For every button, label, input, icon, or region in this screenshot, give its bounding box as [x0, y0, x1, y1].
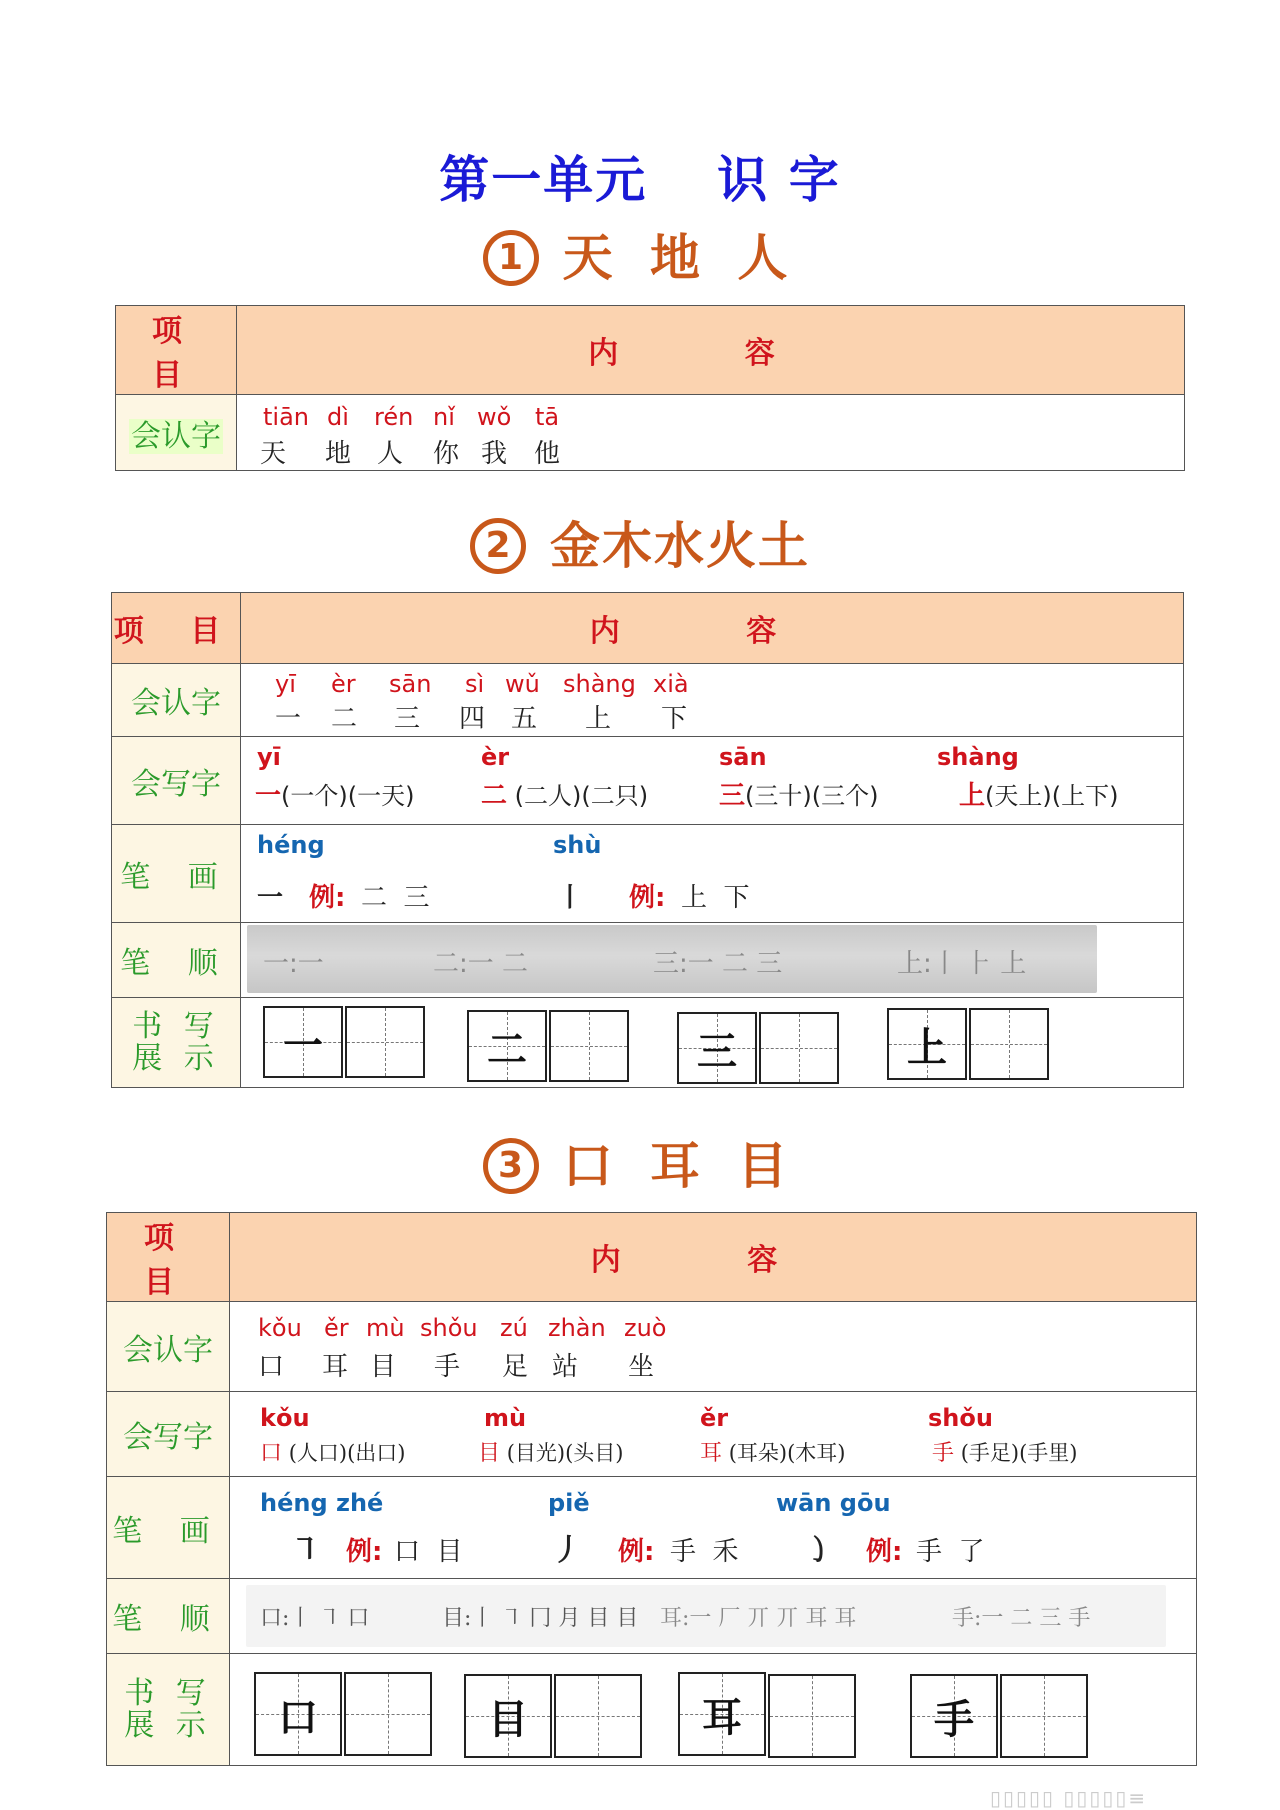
- stroke-order: 耳:一 厂 丌 丌 耳 耳: [660, 1606, 857, 1631]
- hanzi: 坐: [628, 1352, 655, 1382]
- hanzi: 四: [459, 704, 486, 734]
- unit-title-part2: 识 字: [717, 151, 841, 209]
- watermark-icon: ▯▯▯▯▯ ▯▯▯▯▯≡: [990, 1786, 1148, 1810]
- hanzi: 一: [275, 704, 302, 734]
- lesson3-number: 3: [483, 1138, 539, 1194]
- unit-title-part1: 第一单元: [439, 151, 648, 209]
- writing-grid: 目: [464, 1674, 552, 1758]
- lesson2-display-cell: [241, 998, 1184, 1088]
- header-content: 内 容: [230, 1213, 1197, 1302]
- stroke-pinyin: shù: [553, 831, 602, 859]
- pinyin: ěr: [700, 1404, 729, 1432]
- lesson2-order-cell: [241, 923, 1184, 998]
- lesson3-display-cell: [230, 1654, 1197, 1766]
- write-item: 二 (二人)(二只): [481, 781, 649, 811]
- pinyin: zú: [500, 1314, 528, 1342]
- pinyin: kǒu: [260, 1404, 310, 1432]
- lesson2-table: [111, 592, 1184, 1088]
- stroke-symbol: 丨: [557, 883, 584, 913]
- writing-grid-empty: [759, 1012, 839, 1084]
- row-label-display: 书 写 展 示: [107, 1654, 230, 1766]
- example-chars: 手 了: [916, 1537, 985, 1567]
- lesson3-strokes-cell: [230, 1477, 1197, 1579]
- hanzi: 三: [394, 704, 421, 734]
- hanzi: 天: [260, 439, 287, 469]
- hanzi: 目: [370, 1352, 397, 1382]
- writing-grid: 上: [887, 1008, 967, 1080]
- pinyin: sān: [719, 743, 767, 771]
- pinyin: mù: [484, 1404, 527, 1432]
- pinyin: shàng: [937, 743, 1019, 771]
- writing-grid-empty: [345, 1006, 425, 1078]
- write-item: 耳 (耳朵)(木耳): [700, 1441, 846, 1466]
- lesson1-number: 1: [483, 230, 539, 286]
- row-label-recognize: 会认字: [116, 395, 237, 471]
- lesson3-title: [0, 1126, 1280, 1198]
- stroke-order-strip: [247, 925, 1097, 993]
- stroke-pinyin: héng: [257, 831, 325, 859]
- pinyin: ěr: [324, 1314, 349, 1342]
- row-label-recognize: 会认字: [112, 664, 241, 737]
- lesson2-write-cell: [241, 737, 1184, 825]
- stroke-order-strip: [246, 1585, 1166, 1647]
- row-label-order: 笔 顺: [112, 923, 241, 998]
- example-label: 例:: [346, 1537, 383, 1567]
- writing-grid-empty: [554, 1674, 642, 1758]
- writing-grid: 一: [263, 1006, 343, 1078]
- writing-grid: 二: [467, 1010, 547, 1082]
- pinyin: nǐ: [433, 403, 455, 431]
- stroke-pinyin: wān gōu: [776, 1489, 891, 1517]
- row-label-strokes: 笔 画: [112, 825, 241, 923]
- example-label: 例:: [629, 883, 666, 913]
- hanzi: 他: [534, 439, 561, 469]
- header-label: 项 目: [107, 1213, 230, 1302]
- writing-grid: 口: [254, 1672, 342, 1756]
- lesson3-write-cell: [230, 1392, 1197, 1477]
- example-chars: 上 下: [681, 883, 750, 913]
- pinyin: wǔ: [505, 670, 540, 698]
- hanzi: 地: [325, 439, 352, 469]
- hanzi: 你: [433, 439, 460, 469]
- unit-title: [0, 140, 1280, 212]
- stroke-order: 手:一 二 三 手: [952, 1606, 1091, 1631]
- write-item: 手 (手足)(手里): [932, 1441, 1078, 1466]
- write-item: 上(天上)(上下): [959, 781, 1119, 811]
- write-item: 一(一个)(一天): [255, 781, 415, 811]
- hanzi: 足: [502, 1352, 529, 1382]
- hanzi: 我: [481, 439, 508, 469]
- row-label-write: 会写字: [107, 1392, 230, 1477]
- lesson2-title: [0, 506, 1280, 578]
- stroke-symbol: ㇕: [290, 1533, 320, 1568]
- header-label: 项 目: [112, 593, 241, 664]
- pinyin: mù: [366, 1314, 405, 1342]
- lesson3-recognize-cell: [230, 1302, 1197, 1392]
- lesson3-order-cell: [230, 1579, 1197, 1654]
- pinyin: zhàn: [548, 1314, 606, 1342]
- writing-grid: 耳: [678, 1672, 766, 1756]
- lesson2-strokes-cell: [241, 825, 1184, 923]
- hanzi: 下: [661, 704, 688, 734]
- lesson1-table: [115, 305, 1185, 471]
- stroke-symbol: ㇁: [802, 1533, 832, 1568]
- pinyin: sì: [465, 670, 485, 698]
- pinyin: tā: [535, 403, 560, 431]
- lesson2-recognize-cell: [241, 664, 1184, 737]
- pinyin: rén: [374, 403, 414, 431]
- pinyin: zuò: [624, 1314, 667, 1342]
- stroke-order: 目:丨 ㇕ 冂 月 目 目: [442, 1606, 639, 1631]
- hanzi: 手: [434, 1352, 461, 1382]
- row-label-recognize: 会认字: [107, 1302, 230, 1392]
- header-content: 内 容: [237, 306, 1185, 395]
- header-content: 内 容: [241, 593, 1184, 664]
- write-item: 口 (人口)(出口): [260, 1441, 406, 1466]
- stroke-order: 三:一 二 三: [653, 949, 783, 979]
- row-label-write: 会写字: [112, 737, 241, 825]
- stroke-order: 上:丨 ⺊ 上: [897, 949, 1027, 979]
- pinyin: shǒu: [420, 1314, 478, 1342]
- pinyin: sān: [389, 670, 432, 698]
- pinyin: dì: [327, 403, 349, 431]
- row-label-order: 笔 顺: [107, 1579, 230, 1654]
- writing-grid: 三: [677, 1012, 757, 1084]
- writing-grid-empty: [768, 1674, 856, 1758]
- row-label-strokes: 笔 画: [107, 1477, 230, 1579]
- pinyin: shǒu: [928, 1404, 993, 1432]
- example-chars: 口 目: [394, 1537, 463, 1567]
- stroke-symbol: 一: [257, 883, 284, 913]
- pinyin: yī: [257, 743, 281, 771]
- pinyin: èr: [331, 670, 356, 698]
- write-item: 目 (目光)(头目): [478, 1441, 624, 1466]
- write-item: 三(三十)(三个): [719, 781, 879, 811]
- pinyin: xià: [653, 670, 689, 698]
- lesson3-table: [106, 1212, 1197, 1766]
- stroke-pinyin: piě: [548, 1489, 590, 1517]
- writing-grid-empty: [969, 1008, 1049, 1080]
- pinyin: èr: [481, 743, 510, 771]
- stroke-symbol: 丿: [552, 1533, 582, 1568]
- pinyin: yī: [275, 670, 296, 698]
- stroke-order: 口:丨 ㇕ 口: [260, 1606, 370, 1631]
- stroke-pinyin: héng zhé: [260, 1489, 384, 1517]
- lesson2-number: 2: [470, 518, 526, 574]
- lesson1-title: [0, 218, 1280, 290]
- example-chars: 手 禾: [670, 1537, 739, 1567]
- hanzi: 耳: [322, 1352, 349, 1382]
- hanzi: 二: [331, 704, 358, 734]
- lesson3-title-text: 口 耳 目: [562, 1137, 798, 1195]
- example-label: 例:: [309, 883, 346, 913]
- writing-grid-empty: [344, 1672, 432, 1756]
- hanzi: 站: [552, 1352, 579, 1382]
- lesson1-title-text: 天 地 人: [562, 229, 798, 287]
- pinyin: kǒu: [258, 1314, 302, 1342]
- pinyin: tiān: [263, 403, 309, 431]
- hanzi: 上: [585, 704, 612, 734]
- stroke-order: 一:一: [263, 949, 324, 979]
- example-label: 例:: [866, 1537, 903, 1567]
- example-chars: 二 三: [361, 883, 430, 913]
- hanzi: 人: [377, 439, 404, 469]
- pinyin: wǒ: [477, 403, 512, 431]
- header-label: 项 目: [116, 306, 237, 395]
- hanzi: 五: [511, 704, 538, 734]
- example-label: 例:: [618, 1537, 655, 1567]
- writing-grid: 手: [910, 1674, 998, 1758]
- pinyin: shàng: [563, 670, 636, 698]
- lesson2-title-text: 金木水火土: [550, 517, 810, 575]
- row-label-display: 书 写 展 示: [112, 998, 241, 1088]
- writing-grid-empty: [549, 1010, 629, 1082]
- hanzi: 口: [258, 1352, 285, 1382]
- lesson1-recognize-cell: [237, 395, 1185, 471]
- writing-grid-empty: [1000, 1674, 1088, 1758]
- stroke-order: 二:一 二: [433, 949, 529, 979]
